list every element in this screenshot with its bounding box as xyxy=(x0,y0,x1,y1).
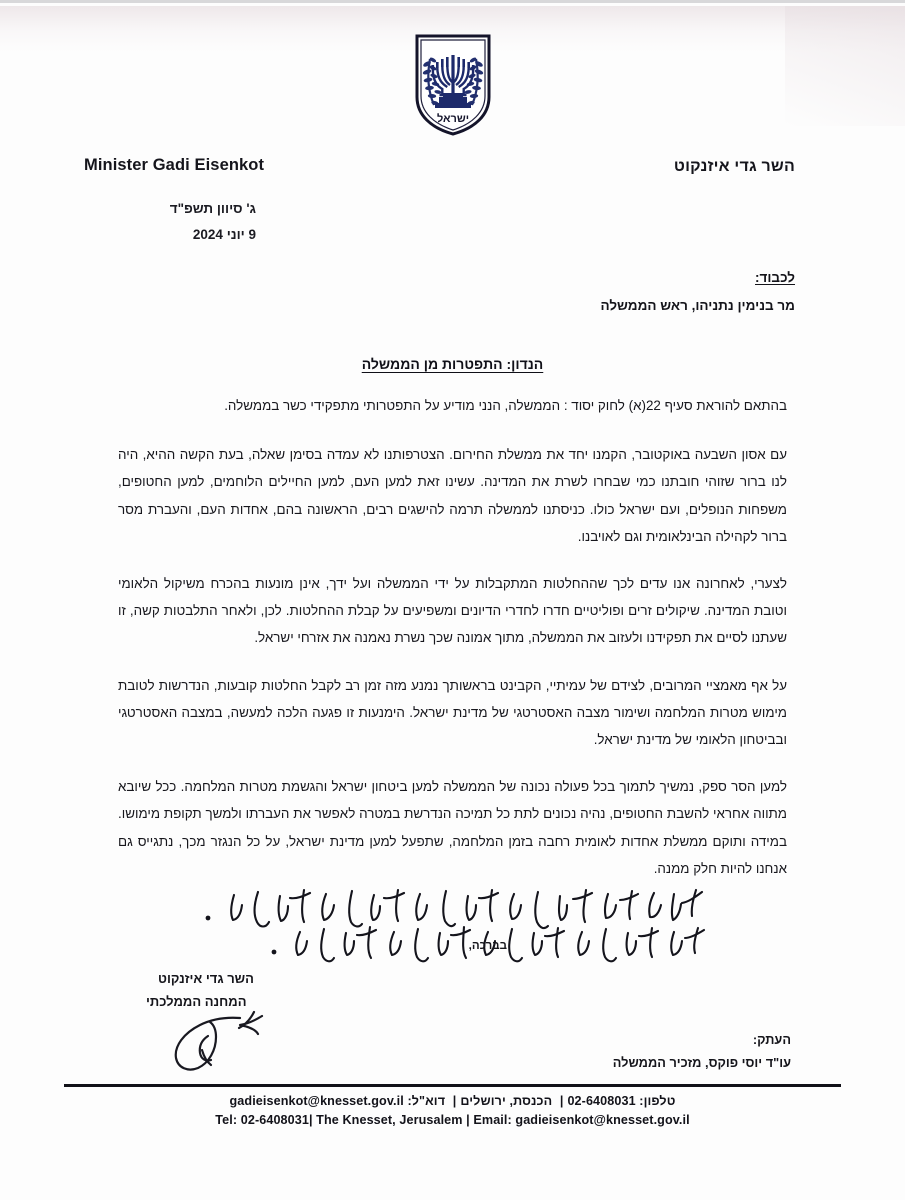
signature-name: השר גדי איזנקוט xyxy=(158,971,254,986)
letter-body xyxy=(118,392,787,902)
handwritten-note xyxy=(162,882,722,958)
date-block xyxy=(136,196,256,249)
body-paragraph-2: עם אסון השבעה באוקטובר, הקמנו יחד את ממשלת החירום. הצטרפותנו לא עמדה בסימן שאלה, בעת הקשה ההיא, היה לנו ברור שזוהי חובתנו כמי שבחרו לשרת את המדינה. עשינו זאת למען העם, למען החיילים הלוחמים, למען החטופים, משפחות הנופלים, ועם ישראל כולו. כניסתנו לממשלה תרמה להישגים רבים, הראשונה בהם, אחדות העם, והעברת מסר ברור לקהילה הבינלאומית וגם לאויבנו. xyxy=(118,447,787,544)
copy-to-label: העתק: xyxy=(752,1032,791,1047)
letter-footer xyxy=(64,1084,841,1127)
subject-line xyxy=(18,356,887,372)
footer-hebrew-line xyxy=(64,1094,841,1108)
body-paragraph-3: לצערי, לאחרונה אנו עדים לכך שההחלטות המתקבלות על ידי הממשלה ועל ידך, אינן מונעות בהכרח משיקול הלאומי וטובת המדינה. שיקולים זרים ופוליטיים חדרו לחדרי הדיונים ומשפיעים על קבלת ההחלטות. לכן, ולאחר התלבטות קשה, זו שעתנו לסיים את תפקידנו ולעזוב את הממשלה, מתוך אמונה שכך נשרת נאמנה את אזרחי ישראל. xyxy=(118,576,787,646)
footer-address: הכנסת, ירושלים xyxy=(460,1094,553,1108)
footer-email-hebrew-line[interactable]: gadieisenkot@knesset.gov.il xyxy=(229,1094,404,1108)
emblem-container xyxy=(18,33,887,137)
copy-to-recipient: עו"ד יוסי פוקס, מזכיר הממשלה xyxy=(612,1055,791,1071)
footer-phone-label: טלפון: xyxy=(639,1094,676,1108)
footer-separator-2: | xyxy=(452,1094,457,1108)
letterhead-name-hebrew: השר גדי איזנקוט xyxy=(673,158,795,175)
subject-text: הנדון: התפטרות מן הממשלה xyxy=(361,356,544,372)
closing-regards: בברכה, xyxy=(468,940,507,952)
footer-english-line[interactable]: Tel: 02-6408031| The Knesset, Jerusalem | Email: gadieisenkot@knesset.gov.il xyxy=(215,1113,690,1127)
letterhead-name-english: Minister Gadi Eisenkot xyxy=(84,156,265,174)
body-paragraph-5: למען הסר ספק, נמשיך לתמוך בכל פעולה נכונה של הממשלה למען ביטחון ישראל והגשמת מטרות המלחמה. ככל שיובא מתווה אחראי להשבת החטופים, נהיה נכונים לתת כל תמיכה הנדרשת במטרה לאפשר את העברתו ולמשך תקופת מימושו. במידה ותוקם ממשלת אחדות לאומית רחבה בזמן המלחמה, שתפעל למען מדינת ישראל, על כל הנגזר מכך, נתגייס גם אנחנו להיות חלק ממנה. xyxy=(118,779,787,876)
state-emblem-of-israel-icon xyxy=(413,33,493,137)
letter-sheet xyxy=(18,6,887,1200)
handwritten-note-strokes xyxy=(162,882,722,958)
emblem-caption: ישראל xyxy=(436,113,469,125)
addressee-recipient: מר בנימין נתניהו, ראש הממשלה xyxy=(600,297,795,313)
signature-party: המחנה הממלכתי xyxy=(146,993,247,1009)
footer-phone-number: 02-6408031 xyxy=(567,1094,636,1108)
addressee-block xyxy=(600,264,795,319)
footer-separator-1: | xyxy=(559,1094,564,1108)
date-gregorian: 9 יוני 2024 xyxy=(192,227,256,243)
handwritten-signature-icon xyxy=(158,1006,278,1068)
copy-to-block xyxy=(613,1028,791,1074)
date-hebrew: ג' סיוון תשפ"ד xyxy=(169,201,256,216)
body-paragraph-1: בהתאם להוראת סעיף 22(א) לחוק יסוד : הממשלה, הנני מודיע על התפטרותי מתפקידי כשר בממשלה. xyxy=(224,398,787,413)
body-paragraph-4: על אף מאמציי המרובים, לצידם של עמיתיי, הקבינט בראשותך נמנע מזה זמן רב לקבל החלטות קובעות, הנדרשות לטובת מימוש מטרות המלחמה ושימור מצבה האסטרטגי של מדינת ישראל. הימנעות זו פגעה הלכה למעשה, במצבה האסטרטגי ובביטחון הלאומי של מדינת ישראל. xyxy=(118,677,787,748)
addressee-label: לכבוד: xyxy=(755,270,795,285)
signature-mark xyxy=(158,1006,278,1068)
footer-email-label: דוא"ל: xyxy=(407,1094,446,1108)
